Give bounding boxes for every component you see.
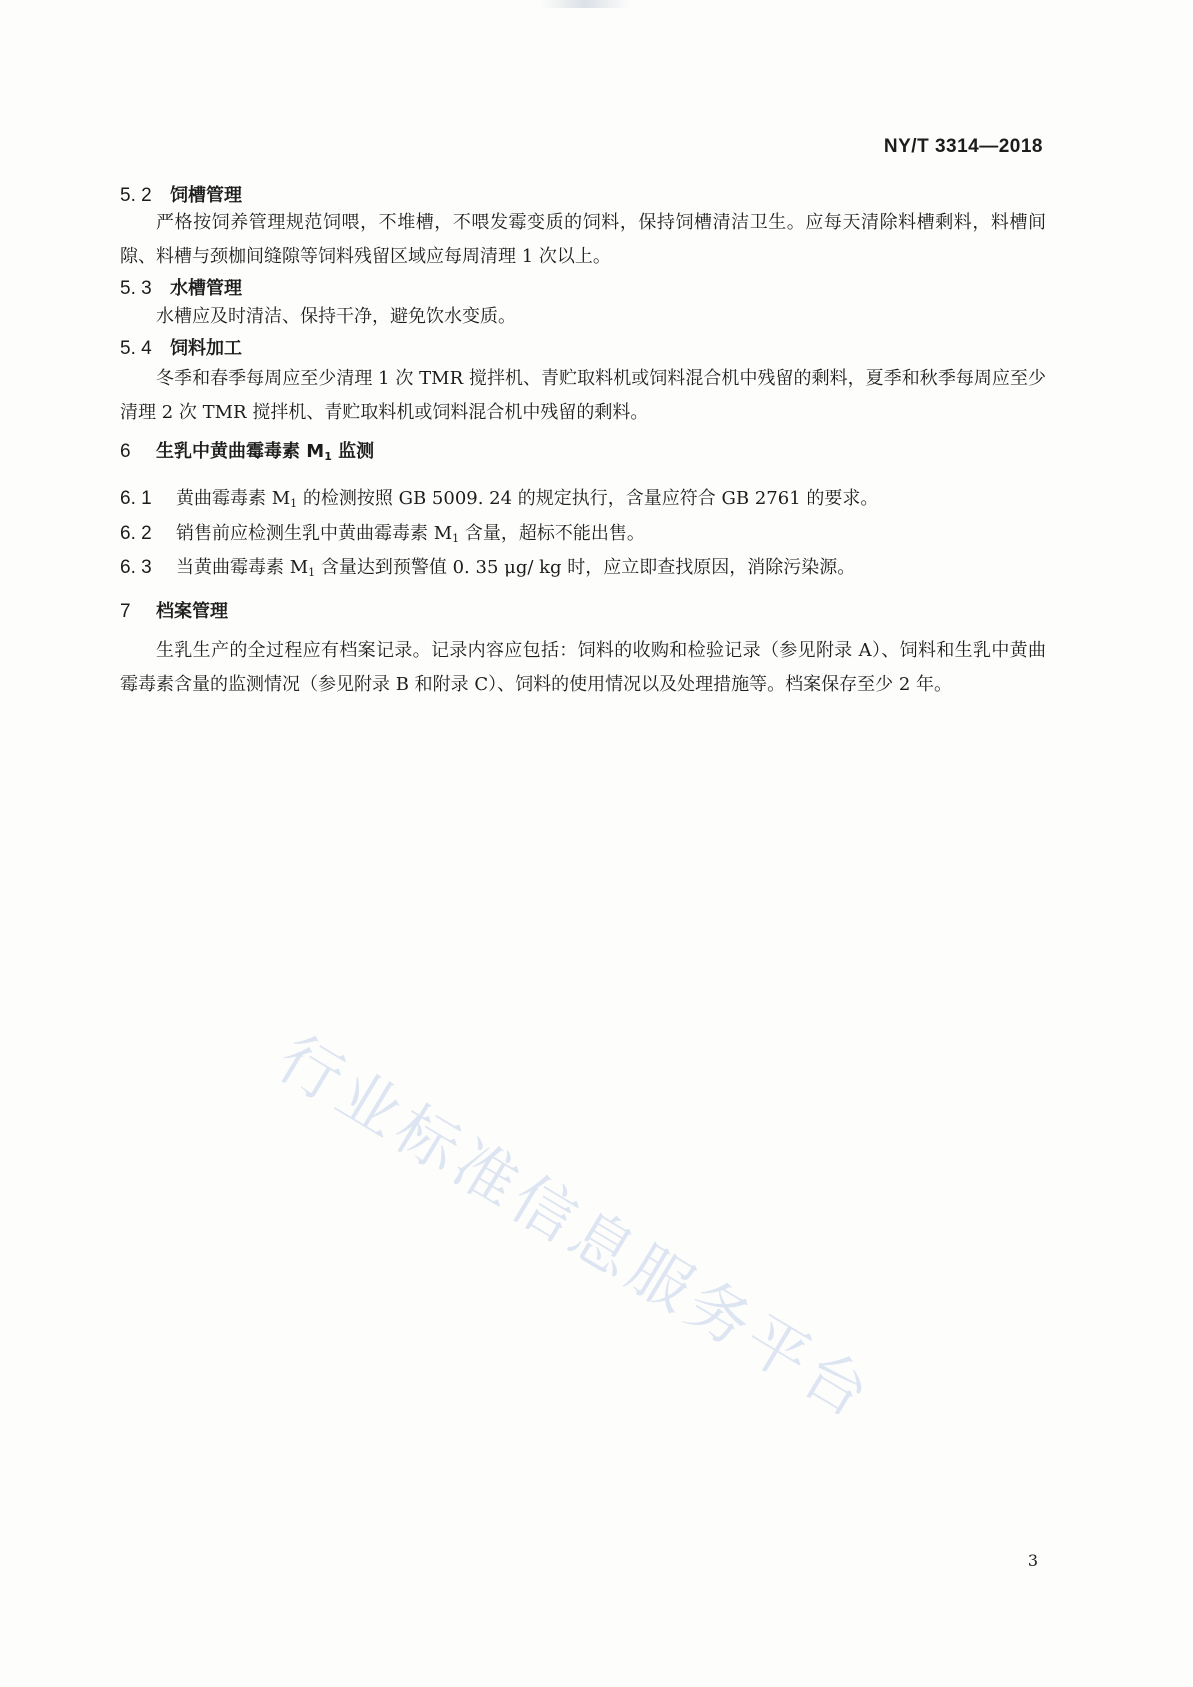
subscript: 1 (452, 532, 460, 545)
clause-text-pre: 销售前应检测生乳中黄曲霉毒素 M (176, 523, 453, 544)
clause-number: 6. 3 (120, 557, 152, 578)
clause-text-post: 的检测按照 GB 5009. 24 的规定执行，含量应符合 GB 2761 的要求。 (297, 488, 879, 509)
clause-6-1 (120, 484, 1046, 510)
section-5-4-body: 冬季和春季每周应至少清理 1 次 TMR 搅拌机、青贮取料机或饲料混合机中残留的剩料，夏季和秋季每周应至少清理 2 次 TMR 搅拌机、青贮取料机或饲料混合机中残留的剩料。 (120, 368, 1046, 423)
section-5-2-heading (120, 181, 242, 207)
subscript: 1 (290, 497, 298, 510)
scan-artifact (540, 0, 630, 8)
section-5-4-heading (120, 334, 242, 360)
section-5-3-heading (120, 274, 242, 300)
section-title-pre: 生乳中黄曲霉毒素 M (156, 441, 325, 462)
section-5-2-body: 严格按饲养管理规范饲喂，不堆槽，不喂发霉变质的饲料，保持饲槽清洁卫生。应每天清除料槽剩料，料槽间隙、料槽与颈枷间缝隙等饲料残留区域应每周清理 1 次以上。 (120, 212, 1046, 267)
section-title-post: 监测 (331, 441, 375, 462)
section-number: 6 (120, 441, 131, 462)
section-number: 5. 4 (120, 338, 152, 359)
clause-text-pre: 当黄曲霉毒素 M (176, 557, 309, 578)
section-7-heading (120, 597, 228, 623)
subscript: 1 (324, 450, 332, 463)
clause-6-3 (120, 553, 1046, 579)
section-number: 5. 3 (120, 278, 152, 299)
section-title: 饲槽管理 (170, 185, 242, 206)
section-5-3-body: 水槽应及时清洁、保持干净，避免饮水变质。 (156, 306, 516, 327)
section-6-heading (120, 437, 374, 463)
section-title: 水槽管理 (170, 278, 242, 299)
section-number: 7 (120, 601, 131, 622)
clause-number: 6. 2 (120, 523, 152, 544)
clause-number: 6. 1 (120, 488, 152, 509)
section-title: 饲料加工 (170, 338, 242, 359)
standard-code: NY/T 3314—2018 (883, 136, 1043, 157)
clause-text-post: 含量，超标不能出售。 (459, 523, 645, 544)
section-title: 档案管理 (156, 601, 228, 622)
subscript: 1 (308, 566, 316, 579)
clause-text-post: 含量达到预警值 0. 35 μg/ kg 时，应立即查找原因，消除污染源。 (315, 557, 856, 578)
section-number: 5. 2 (120, 185, 152, 206)
clause-text-pre: 黄曲霉毒素 M (176, 488, 291, 509)
page-number: 3 (1027, 1551, 1038, 1570)
section-7-body: 生乳生产的全过程应有档案记录。记录内容应包括：饲料的收购和检验记录（参见附录 A）、饲料和生乳中黄曲霉毒素含量的监测情况（参见附录 B 和附录 C）、饲料的使用情况以及处理措施等。档案保存至少 2 年。 (120, 640, 1046, 695)
clause-6-2 (120, 519, 1046, 545)
watermark-text: 行业标准信息服务平台 (265, 1021, 887, 1434)
